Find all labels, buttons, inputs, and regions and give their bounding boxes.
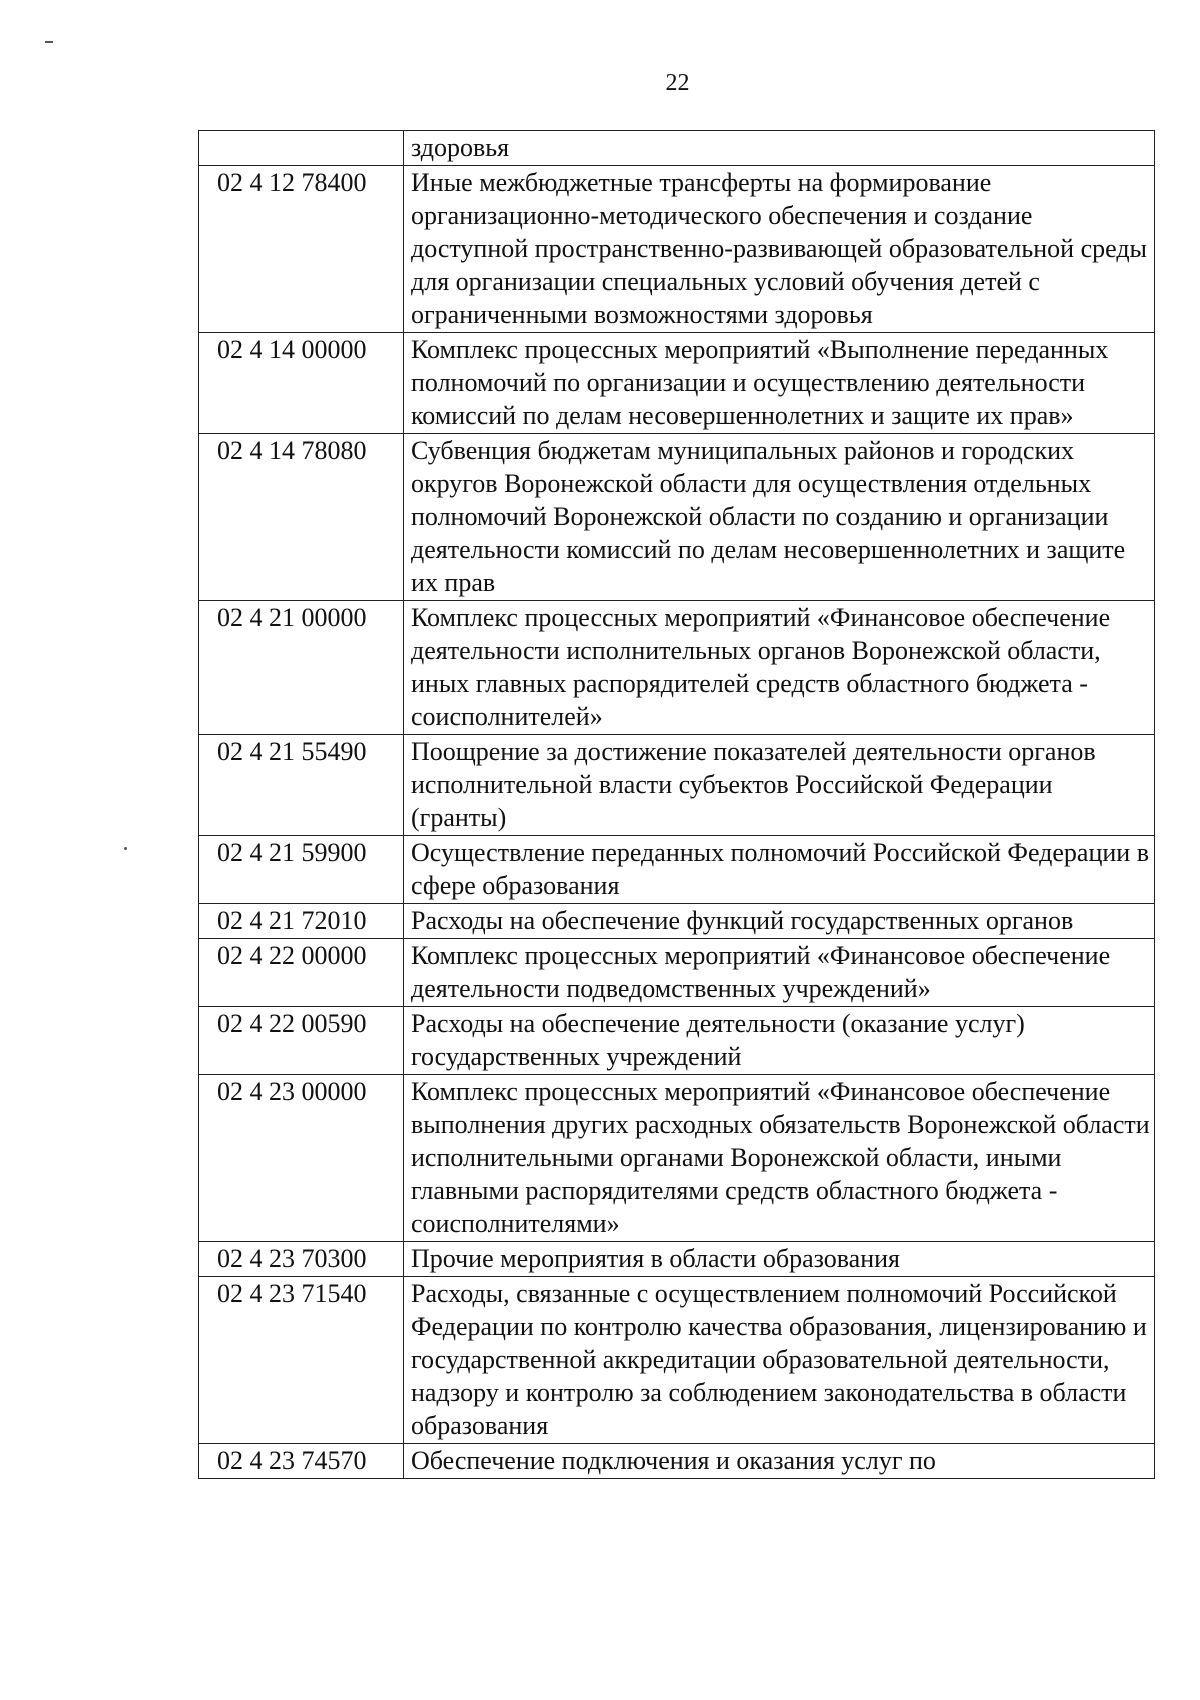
table-row: [199, 434, 1155, 601]
code-cell: 02 4 22 00590: [199, 1007, 404, 1075]
code-cell: 02 4 14 00000: [199, 333, 404, 434]
code-cell: 02 4 21 55490: [199, 735, 404, 836]
description-cell: Расходы на обеспечение деятельности (оказание услуг) государственных учреждений: [404, 1007, 1155, 1075]
table-row: [199, 904, 1155, 939]
table-row: [199, 166, 1155, 333]
code-cell: 02 4 23 71540: [199, 1277, 404, 1444]
code-cell: 02 4 23 70300: [199, 1242, 404, 1277]
code-cell: 02 4 21 00000: [199, 601, 404, 735]
table-row: [199, 333, 1155, 434]
description-cell: Прочие мероприятия в области образования: [404, 1242, 1155, 1277]
description-cell: Субвенция бюджетам муниципальных районов и городских округов Воронежской области для осуществления отдельных полномочий Воронежской области по созданию и организации деятельности комиссий по делам несовершеннолетних и защите их прав: [404, 434, 1155, 601]
table-row: [199, 131, 1155, 166]
scan-dot: [124, 847, 127, 850]
code-cell: [199, 131, 404, 166]
table-row: [199, 1277, 1155, 1444]
code-cell: 02 4 23 74570: [199, 1444, 404, 1479]
table-row: [199, 1242, 1155, 1277]
code-cell: 02 4 21 72010: [199, 904, 404, 939]
table-row: [199, 939, 1155, 1007]
table-row: [199, 601, 1155, 735]
code-cell: 02 4 23 00000: [199, 1075, 404, 1242]
description-cell: Комплекс процессных мероприятий «Выполнение переданных полномочий по организации и осуществлению деятельности комиссий по делам несовершеннолетних и защите их прав»: [404, 333, 1155, 434]
description-cell: Иные межбюджетные трансферты на формирование организационно-методического обеспечения и создание доступной пространственно-развивающей образовательной среды для организации специальных условий обучения детей с ограниченными возможностями здоровья: [404, 166, 1155, 333]
description-cell: Комплекс процессных мероприятий «Финансовое обеспечение выполнения других расходных обязательств Воронежской области исполнительными органами Воронежской области, иными главными распорядителями средств областного бюджета - соисполнителями»: [404, 1075, 1155, 1242]
budget-classification-table: [198, 130, 1155, 1479]
table-body: [199, 131, 1155, 1479]
description-cell: Расходы на обеспечение функций государственных органов: [404, 904, 1155, 939]
description-cell: Обеспечение подключения и оказания услуг по: [404, 1444, 1155, 1479]
table-row: [199, 836, 1155, 904]
code-cell: 02 4 12 78400: [199, 166, 404, 333]
code-cell: 02 4 21 59900: [199, 836, 404, 904]
description-cell: Осуществление переданных полномочий Российской Федерации в сфере образования: [404, 836, 1155, 904]
table-row: [199, 1007, 1155, 1075]
scan-mark: [45, 41, 53, 43]
description-cell: здоровья: [404, 131, 1155, 166]
table-row: [199, 1444, 1155, 1479]
description-cell: Расходы, связанные с осуществлением полномочий Российской Федерации по контролю качества образования, лицензированию и государственной аккредитации образовательной деятельности, надзору и контролю за соблюдением законодательства в области образования: [404, 1277, 1155, 1444]
description-cell: Поощрение за достижение показателей деятельности органов исполнительной власти субъектов Российской Федерации (гранты): [404, 735, 1155, 836]
table-row: [199, 735, 1155, 836]
code-cell: 02 4 22 00000: [199, 939, 404, 1007]
page-number: 22: [665, 70, 690, 96]
description-cell: Комплекс процессных мероприятий «Финансовое обеспечение деятельности исполнительных органов Воронежской области, иных главных распорядителей средств областного бюджета - соисполнителей»: [404, 601, 1155, 735]
table-row: [199, 1075, 1155, 1242]
code-cell: 02 4 14 78080: [199, 434, 404, 601]
description-cell: Комплекс процессных мероприятий «Финансовое обеспечение деятельности подведомственных учреждений»: [404, 939, 1155, 1007]
